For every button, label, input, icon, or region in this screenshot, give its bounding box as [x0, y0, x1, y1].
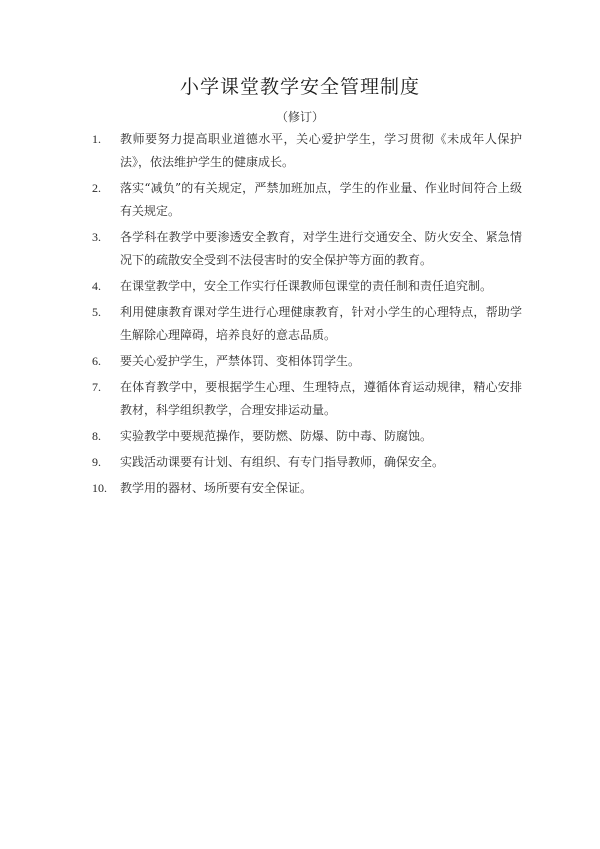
list-item	[92, 301, 522, 347]
item-text: 各学科在教学中要渗透安全教育，对学生进行交通安全、防火安全、紧急情况下的疏散安全受到不法侵害时的安全保护等方面的教育。	[120, 230, 522, 267]
item-number: 10.	[92, 481, 107, 495]
item-number: 4.	[92, 279, 101, 293]
list-item	[92, 477, 522, 500]
list-item	[92, 451, 522, 474]
item-text: 在课堂教学中，安全工作实行任课教师包课堂的责任制和责任追究制。	[120, 279, 493, 293]
item-text: 落实“减负”的有关规定，严禁加班加点，学生的作业量、作业时间符合上级有关规定。	[120, 181, 522, 218]
list-item	[92, 275, 522, 298]
document-subtitle: （修订）	[275, 110, 324, 124]
item-number: 2.	[92, 181, 101, 195]
list-item	[92, 376, 522, 422]
document-title: 小学课堂教学安全管理制度	[179, 76, 420, 98]
item-number: 8.	[92, 429, 101, 443]
item-number: 7.	[92, 380, 101, 394]
item-text: 实践活动课要有计划、有组织、有专门指导教师，确保安全。	[120, 455, 445, 469]
list-item	[92, 350, 522, 373]
rule-list	[92, 128, 522, 503]
list-item	[92, 177, 522, 223]
item-text: 在体育教学中，要根据学生心理、生理特点，遵循体育运动规律，精心安排教材，科学组织教学，合理安排运动量。	[120, 380, 522, 417]
item-text: 实验教学中要规范操作，要防燃、防爆、防中毒、防腐蚀。	[120, 429, 433, 443]
item-text: 利用健康教育课对学生进行心理健康教育，针对小学生的心理特点，帮助学生解除心理障碍，培养良好的意志品质。	[120, 305, 522, 342]
item-number: 3.	[92, 230, 101, 244]
item-text: 教师要努力提高职业道德水平，关心爱护学生，学习贯彻《未成年人保护法》，依法维护学生的健康成长。	[120, 132, 522, 169]
list-item	[92, 425, 522, 448]
list-item	[92, 226, 522, 272]
list-item	[92, 128, 522, 174]
item-number: 9.	[92, 455, 101, 469]
item-number: 6.	[92, 354, 101, 368]
item-number: 1.	[92, 132, 101, 146]
item-text: 要关心爱护学生，严禁体罚、变相体罚学生。	[120, 354, 361, 368]
item-number: 5.	[92, 305, 101, 319]
item-text: 教学用的器材、场所要有安全保证。	[120, 481, 313, 495]
